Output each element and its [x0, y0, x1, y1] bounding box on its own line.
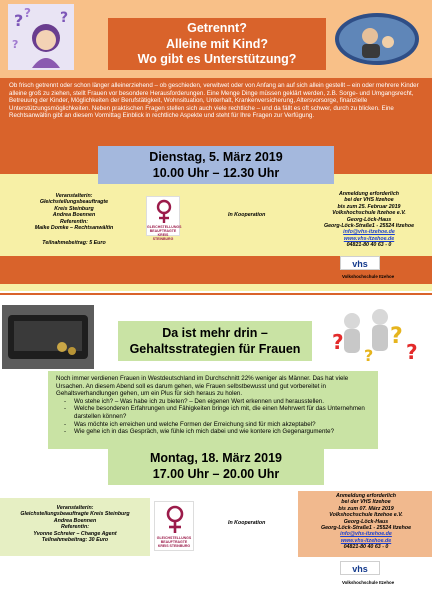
- gleichstellung-logo: [146, 196, 182, 241]
- flyer2-title: Da ist mehr drin – Gehaltsstrategien für Frauen: [118, 321, 312, 361]
- speaker-label: Referentin:: [60, 218, 88, 225]
- flyer2-description: [48, 371, 378, 449]
- flyer-divider: [0, 293, 432, 295]
- flyer2-bullet-list: [56, 398, 372, 436]
- mother-child-photo: [334, 12, 420, 66]
- organizer-role: Gleichstellungsbeauftragte: [39, 199, 109, 206]
- organizer-role: Gleichstellungsbeauftragte Kreis Steinburg: [20, 511, 130, 518]
- flyer2-registration-info: [304, 493, 428, 551]
- phone-number: 04821-80 40 63 - 0: [346, 242, 392, 249]
- participation-fee: Teilnahmebeitrag: 30 Euro: [41, 537, 109, 544]
- svg-text:?: ?: [14, 11, 24, 30]
- speaker-label: Referentin:: [61, 524, 89, 531]
- registration-deadline: bis zum 07. März 2019: [338, 505, 394, 512]
- flyer2-intro: Noch immer verdienen Frauen in Westdeutschland im Durchschnitt 22% weniger als Männer. Das hat viele Ursachen. An diesem Abend soll es darum gehen, wie Frauen selbstbewusst und gut vorbereitet in Gehaltsverhandlungen gehen, um ein Plus für sich heraus zu holen.: [56, 375, 349, 398]
- svg-text:?: ?: [406, 340, 418, 363]
- flyer2-time: 17.00 Uhr – 20.00 Uhr: [152, 467, 280, 481]
- website-link[interactable]: www.vhs-itzehoe.de: [340, 537, 392, 544]
- gleichstellung-logo-text: GLEICHSTELLUNGS BEAUFTRAGTE KREIS STEINBURG: [156, 536, 192, 548]
- vhs-name: Volkshochschule Itzehoe e.V.: [329, 512, 403, 519]
- registration-where: bei der VHS Itzehoe: [341, 499, 391, 506]
- phone-number: 04821-80 40 63 - 0: [343, 544, 389, 551]
- svg-text:?: ?: [60, 10, 69, 26]
- flyer1-time: 10.00 Uhr – 12.30 Uhr: [152, 166, 280, 180]
- speaker-name: Maike Domke – Rechtsanwältin: [34, 225, 114, 232]
- organizer-label: Veranstalterin:: [56, 505, 94, 511]
- vhs-name: Volkshochschule Itzehoe e.V.: [332, 210, 406, 217]
- gleichstellung-logo: [154, 501, 194, 551]
- gleichstellung-logo-text: GLEICHSTELLUNGS BEAUFTRAGTE KREIS STEINBURG: [147, 225, 182, 241]
- website-link[interactable]: www.vhs-itzehoe.de: [343, 235, 395, 242]
- registration-deadline: bis zum 25. Februar 2019: [337, 203, 401, 210]
- vhs-address: Georg-Löck-Straße1 - 25524 Itzehoe: [323, 223, 415, 230]
- flyer2-cooperation: In Kooperation: [228, 520, 266, 526]
- email-link[interactable]: info@vhs-itzehoe.de: [340, 531, 392, 538]
- svg-text:?: ?: [332, 330, 344, 354]
- empty-wallet-photo: [2, 305, 94, 369]
- flyer1-description: Ob frisch getrennt oder schon länger alleinerziehend – ob geschieden, verwitwet oder von Anfang an auf sich allein gestellt – ein oder mehrere Kinder alleine groß zu ziehen, stellt Frauen vor besondere Herausforderungen. Eine Menge Dinge müssen geklärt werden, z.B. Sorge- und Umgangsrecht, Betreuung der Kinder, Möglichkeiten der Berufstätigkeit, Wohnsituation, Unterhalt, Krankenversicherung, Altersvorsorge, finanzielle Unterstützungsmöglichkeiten. Neben praktischen Fragen stellen sich auch viele rechtliche – und da fällt es oft schwer, durch zu blicken. Eine Rechtsanwältin gibt an diesem Vormittag Einblick in rechtliche Aspekte und steht für Ihre Fragen zur Verfügung.: [0, 78, 432, 174]
- list-item: - Was möchte ich erreichen und welche Formen der Erreichung sind für mich akzeptabel?: [74, 421, 372, 429]
- list-item: - Wie gehe ich in das Gespräch, wie fühle ich mich dabei und wie kontere ich Gegenargumente?: [74, 428, 372, 436]
- flyer1-title: Getrennt? Alleine mit Kind? Wo gibt es Unterstützung?: [108, 18, 326, 70]
- registration-required: Anmeldung erforderlich: [338, 191, 400, 197]
- vhs-address: Georg-Löck-Straße1 - 25524 Itzehoe: [320, 525, 412, 532]
- svg-text:?: ?: [390, 324, 403, 349]
- participation-fee: Teilnahmebeitrag: 5 Euro: [42, 240, 106, 247]
- vhs-building: Georg-Löck-Haus: [346, 216, 392, 223]
- organizer-name: Andrea Boennen: [53, 517, 97, 524]
- flyer2-date: Montag, 18. März 2019: [150, 451, 282, 465]
- organizer-region: Kreis Steinburg: [54, 205, 94, 212]
- vhs-caption: Volkshochschule Itzehoe: [342, 580, 395, 585]
- registration-where: bei der VHS Itzehoe: [344, 197, 394, 204]
- svg-text:?: ?: [12, 38, 19, 51]
- organizer-label: Veranstalterin:: [55, 193, 93, 199]
- flyer1-date-box: [98, 146, 334, 184]
- flyer1-organizer-info: [26, 193, 122, 247]
- flyer1-cooperation: In Kooperation: [228, 212, 266, 218]
- speaker-name: Yvonne Schreier – Change Agent: [33, 530, 117, 537]
- flyer2-organizer-info: [4, 505, 146, 543]
- list-item: - Wo stehe ich? – Was habe ich zu bieten? – Den eigenen Wert erkennen und herausstellen.: [74, 398, 372, 406]
- registration-required: Anmeldung erforderlich: [335, 493, 397, 499]
- list-item: - Welche besonderen Erfahrungen und Fähigkeiten bringe ich mit, die einen Mehrwert für das Unternehmen darstellen können?: [74, 405, 372, 420]
- organizer-name: Andrea Boennen: [52, 212, 96, 219]
- flyer1-registration-info: [320, 191, 418, 249]
- vhs-caption: Volkshochschule Itzehoe: [342, 274, 395, 279]
- vhs-logo: vhs: [340, 561, 380, 575]
- flyer-salary-strategies: [0, 299, 432, 600]
- flyer-single-parents: [0, 0, 432, 291]
- svg-text:?: ?: [24, 6, 31, 20]
- svg-text:?: ?: [364, 346, 374, 363]
- figures-question-marks-illustration: [330, 303, 430, 363]
- email-link[interactable]: info@vhs-itzehoe.de: [343, 229, 395, 236]
- thinking-woman-illustration: [8, 4, 74, 70]
- vhs-logo: vhs: [340, 256, 380, 270]
- flyer1-date: Dienstag, 5. März 2019: [149, 150, 283, 164]
- flyer2-date-box: [108, 447, 324, 485]
- vhs-building: Georg-Löck-Haus: [343, 518, 389, 525]
